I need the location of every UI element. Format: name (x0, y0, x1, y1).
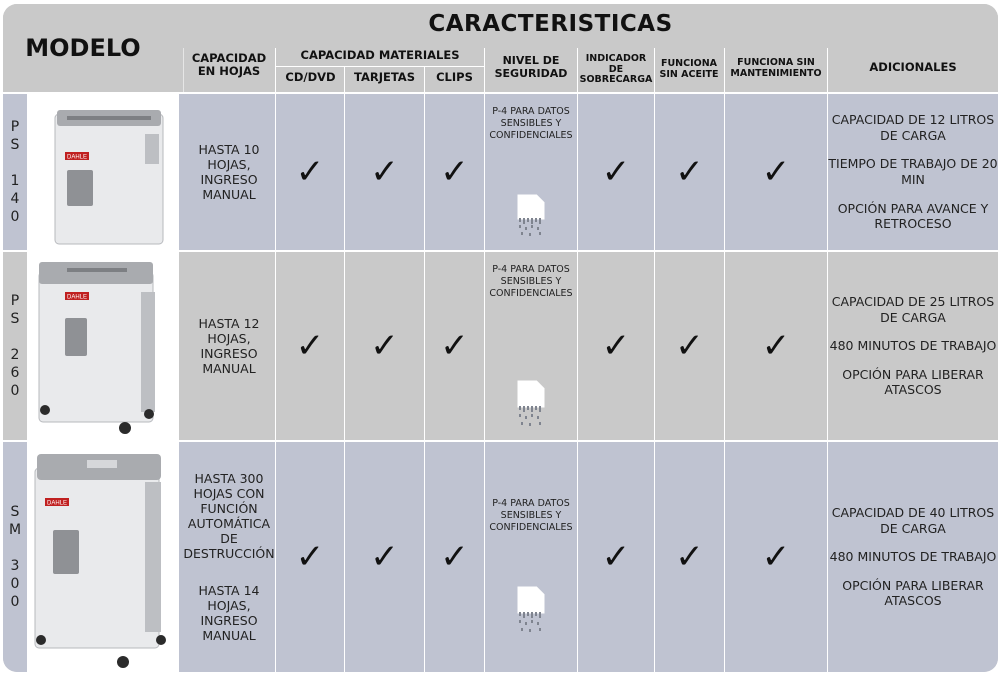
header-indicador-sobrecarga: INDICADOR DE SOBRECARGA (579, 52, 653, 86)
header-capacidad-materiales: CAPACIDAD MATERIALES (300, 48, 460, 63)
sobrecarga-check: ✓ (601, 151, 631, 192)
capacidad-cell: HASTA 10 HOJAS, INGRESO MANUAL (198, 142, 260, 202)
tarjetas-check: ✓ (370, 151, 399, 192)
clips-check: ✓ (440, 325, 469, 366)
cd-dvd-check: ✓ (295, 151, 325, 192)
seguridad-cell (485, 252, 577, 440)
capacidad-auto: HASTA 300 HOJAS CON FUNCIÓN AUTOMÁTICA DE DESTRUCCIÓN (183, 471, 275, 561)
table-row-ps140 (3, 94, 998, 250)
brand-logo: DAHLE (46, 500, 68, 507)
tarjetas-check: ✓ (370, 536, 399, 577)
table-row-sm300 (3, 442, 998, 672)
table-row-ps260 (3, 252, 998, 440)
tarjetas-check: ✓ (370, 325, 399, 366)
sin-aceite-check: ✓ (675, 536, 704, 577)
cd-dvd-check: ✓ (295, 325, 325, 366)
sin-mantenimiento-check: ✓ (761, 325, 791, 366)
capacidad-cell: HASTA 12 HOJAS, INGRESO MANUAL (198, 316, 260, 376)
header-funciona-sin-aceite: FUNCIONA SIN ACEITE (659, 58, 719, 80)
comparison-table (3, 4, 998, 672)
shredder-photo (27, 442, 178, 672)
header-nivel-seguridad: NIVEL DE SEGURIDAD (494, 54, 568, 80)
adicionales-cell: CAPACIDAD DE 12 LITROS DE CARGA TIEMPO DE TRABAJO DE 20 MIN OPCIÓN PARA AVANCE Y RETROCESO (828, 112, 998, 232)
model-name: P S 2 6 0 (10, 293, 20, 399)
cd-dvd-check: ✓ (295, 536, 325, 577)
shredder-photo (27, 252, 178, 440)
clips-check: ✓ (440, 536, 469, 577)
seguridad-cell (485, 442, 577, 672)
sobrecarga-check: ✓ (601, 325, 631, 366)
shredded-paper-icon (513, 192, 549, 240)
header-tarjetas: TARJETAS (354, 70, 415, 85)
header-clips: CLIPS (436, 70, 473, 85)
model-name: P S 1 4 0 (10, 119, 20, 225)
capacidad-manual: HASTA 14 HOJAS, INGRESO MANUAL (198, 583, 260, 643)
adicionales-cell: CAPACIDAD DE 25 LITROS DE CARGA 480 MINUTOS DE TRABAJO OPCIÓN PARA LIBERAR ATASCOS (829, 293, 997, 398)
adicionales-cell: CAPACIDAD DE 40 LITROS DE CARGA 480 MINUTOS DE TRABAJO OPCIÓN PARA LIBERAR ATASCOS (829, 504, 997, 609)
brand-logo: DAHLE (66, 154, 88, 161)
seguridad-text: P-4 PARA DATOS SENSIBLES Y CONFIDENCIALES (489, 498, 573, 533)
clips-check: ✓ (440, 151, 469, 192)
header-title: CARACTERISTICAS (428, 10, 673, 37)
brand-logo: DAHLE (66, 294, 88, 301)
sin-aceite-check: ✓ (675, 151, 704, 192)
model-name: S M 3 0 0 (8, 504, 22, 610)
seguridad-cell (485, 94, 577, 250)
seguridad-text: P-4 PARA DATOS SENSIBLES Y CONFIDENCIALES (489, 106, 573, 141)
sin-aceite-check: ✓ (675, 325, 704, 366)
shredder-photo (27, 94, 178, 250)
sobrecarga-check: ✓ (601, 536, 631, 577)
sin-mantenimiento-check: ✓ (761, 151, 791, 192)
header-cd-dvd: CD/DVD (285, 70, 336, 85)
header-adicionales: ADICIONALES (869, 60, 957, 75)
seguridad-text: P-4 PARA DATOS SENSIBLES Y CONFIDENCIALES (489, 264, 573, 299)
header-modelo: MODELO (25, 34, 141, 63)
header-funciona-sin-mantenimiento: FUNCIONA SIN MANTENIMIENTO (730, 57, 822, 79)
header-capacidad-hojas: CAPACIDAD EN HOJAS (191, 50, 267, 78)
table-header (3, 4, 998, 92)
sin-mantenimiento-check: ✓ (761, 536, 791, 577)
shredded-paper-icon (513, 584, 549, 636)
capacidad-cell (181, 442, 277, 672)
shredded-paper-icon (513, 378, 549, 430)
